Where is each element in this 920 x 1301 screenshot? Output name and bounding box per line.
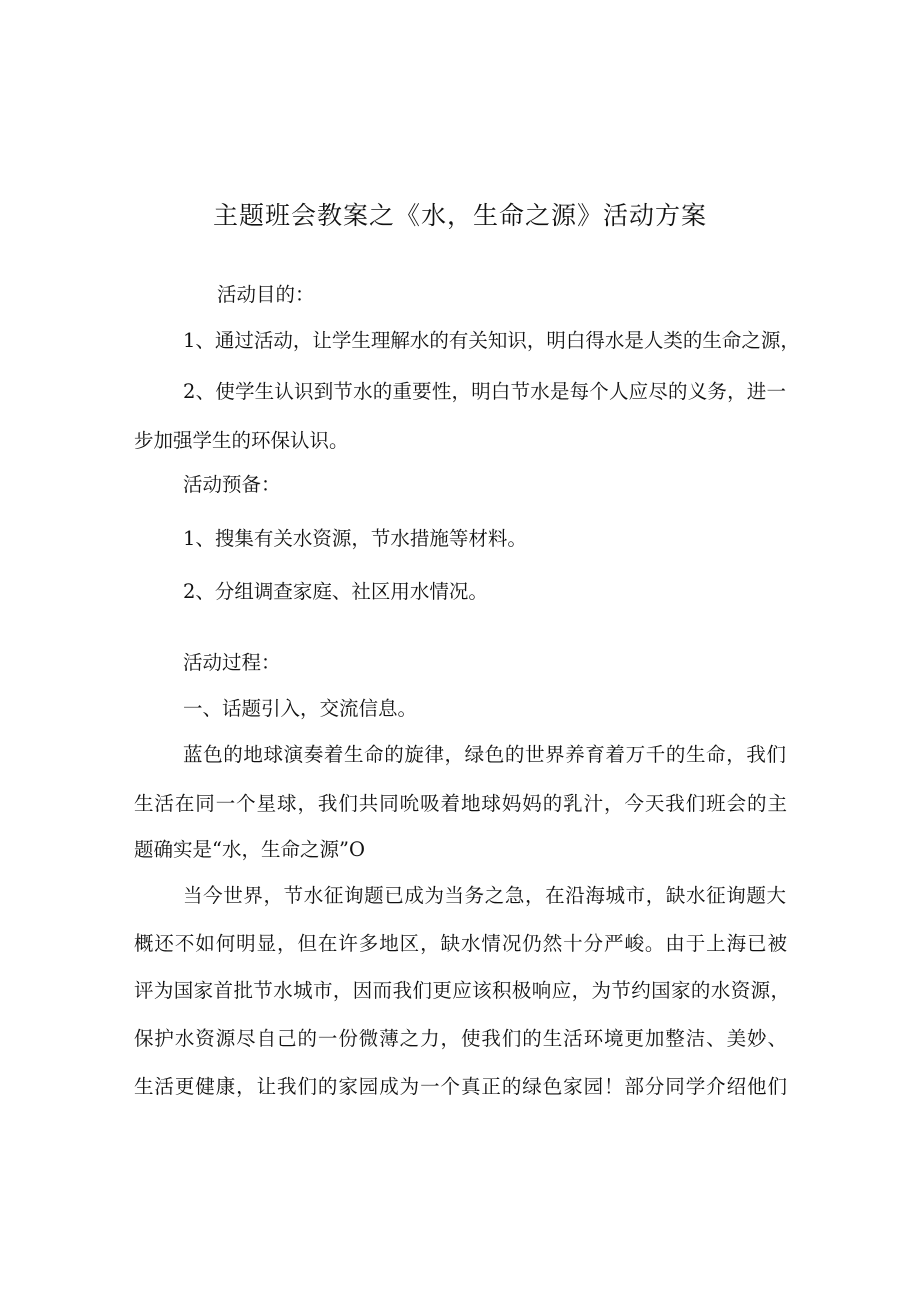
paragraph-line: 1、搜集有关水资源，节水措施等材料。 [183,527,527,550]
paragraph-line: 生活更健康，让我们的家园成为一个真正的绿色家园！部分同学介绍他们 [134,1075,787,1098]
paragraph-line: 评为国家首批节水城市，因而我们更应该积极响应，为节约国家的水资源， [134,979,790,1002]
paragraph-line: 生活在同一个星球，我们共同吮吸着地球妈妈的乳汁，今天我们班会的主 [134,792,787,815]
section-heading-process: 活动过程： [183,651,281,674]
paragraph-line: 题确实是“水，生命之源”O [134,838,365,861]
paragraph-line: 概还不如何明显，但在许多地区，缺水情况仍然十分严峻。由于上海已被 [134,932,787,955]
paragraph-line: 蓝色的地球演奏着生命的旋律，绿色的世界养育着万千的生命，我们 [183,743,786,766]
paragraph-line: 1、通过活动，让学生理解水的有关知识，明白得水是人类的生命之源， [183,329,800,352]
section-heading-preparation: 活动预备： [183,473,281,496]
subsection-heading: 一、话题引入，交流信息。 [183,697,418,720]
paragraph-line: 保护水资源尽自己的一份微薄之力，使我们的生活环境更加整洁、美妙、 [134,1027,787,1050]
paragraph-line: 2、使学生认识到节水的重要性，明白节水是每个人应尽的义务，进一 [183,380,786,403]
section-heading-purpose: 活动目的： [217,283,315,306]
paragraph-line: 步加强学生的环保认识。 [134,429,349,452]
paragraph-line: 当今世界，节水征询题已成为当务之急，在沿海城市，缺水征询题大 [183,884,786,907]
document-title: 主题班会教案之《水，生命之源》活动方案 [212,201,707,230]
paragraph-line: 2、分组调查家庭、社区用水情况。 [183,580,488,603]
